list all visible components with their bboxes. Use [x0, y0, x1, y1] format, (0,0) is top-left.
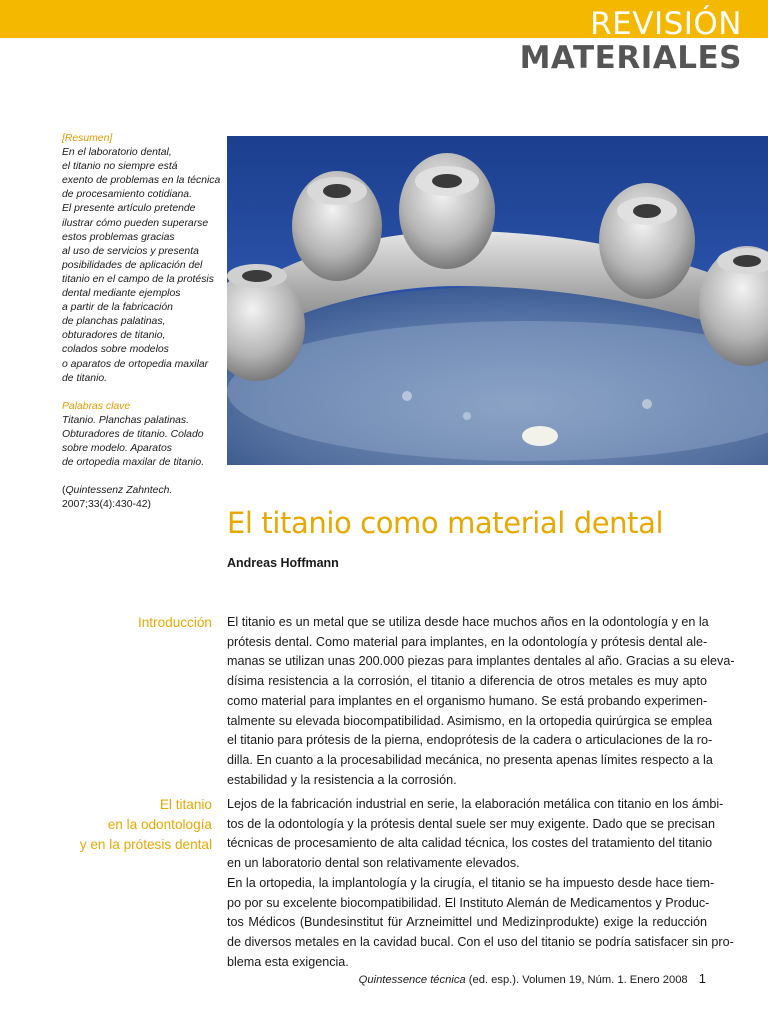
abstract-line: o aparatos de ortopedia maxilar	[62, 358, 209, 370]
citation: (Quintessenz Zahntech.	[62, 485, 173, 497]
abstract-line: obturadores de titanio,	[62, 330, 166, 342]
abstract-line: estos problemas gracias	[62, 231, 175, 243]
abstract-line: colados sobre modelos	[62, 344, 169, 356]
abstract-line: ilustrar cómo pueden superarse	[62, 217, 209, 229]
section-heading-line: y en la prótesis dental	[79, 836, 212, 852]
keywords-line: de ortopedia maxilar de titanio.	[62, 457, 205, 469]
abstract-label: [Resumen]	[62, 133, 113, 144]
article-title: El titanio como material dental	[227, 506, 664, 540]
abstract-line: de procesamiento cotidiana.	[62, 189, 192, 201]
body-line: blema esta exigencia.	[227, 954, 349, 969]
page-footer	[359, 971, 706, 986]
abstract-line: En el laboratorio dental,	[62, 147, 172, 159]
keywords-line: Obturadores de titanio. Colado	[62, 428, 204, 440]
page-number: 1	[698, 971, 706, 986]
body-line: el titanio para prótesis de la pierna, endoprótesis de la cadera o articulaciones de la ro-	[227, 733, 713, 748]
footer-issue: (ed. esp.). Volumen 19, Núm. 1. Enero 2008	[468, 974, 688, 986]
body-line: manas se utilizan unas 200.000 piezas para implantes dentales al año. Gracias a su eleva-	[227, 654, 735, 669]
abstract-line: a partir de la fabricación	[62, 302, 173, 314]
body-line: en un laboratorio dental son relativamente elevados.	[227, 856, 520, 871]
abstract-text	[62, 146, 227, 386]
section-heading-titanio-odontologia	[80, 795, 212, 854]
citation-ref: 2007;33(4):430-42)	[62, 499, 151, 511]
section-label-revision: REVISIÓN	[590, 6, 742, 42]
article-author: Andreas Hoffmann	[227, 556, 339, 570]
body-line: estabilidad y la resistencia a la corrosión.	[227, 772, 457, 787]
section-body-introduccion	[227, 613, 735, 790]
body-line: El titanio es un metal que se utiliza desde hace muchos años en la odontología y en la	[227, 615, 709, 629]
abstract-sidebar	[62, 132, 227, 512]
body-line: prótesis dental. Como material para implantes, en la odontología y prótesis dental ale-	[227, 634, 708, 649]
body-line: como material para implantes en el organismo humano. Se está probando experimen-	[227, 693, 708, 708]
abstract-line: el titanio no siempre está	[62, 161, 178, 173]
abstract-line: de planchas palatinas,	[62, 316, 166, 328]
body-line: dilla. En cuanto a la procesabilidad mecánica, no presenta apenas límites respecto a la	[227, 752, 713, 767]
body-line: Lejos de la fabricación industrial en serie, la elaboración metálica con titanio en los ámbi-	[227, 797, 724, 811]
body-line: po por su excelente biocompatibilidad. El Instituto Alemán de Medicamentos y Produc-	[227, 895, 710, 910]
section-heading-introduccion	[138, 613, 212, 633]
titanium-framework-photo	[227, 136, 768, 465]
section-heading-line: El titanio	[159, 797, 212, 812]
section-heading-line: en la odontología	[107, 816, 212, 832]
body-line: dísima resistencia a la corrosión, el titanio a diferencia de otros metales es muy apto	[227, 674, 707, 689]
section-heading-line: Introducción	[137, 615, 212, 630]
footer-journal: Quintessence técnica	[358, 974, 466, 986]
abstract-line: al uso de servicios y presenta	[62, 245, 199, 257]
body-line: tos Médicos (Bundesinstitut für Arzneimittel und Medizinprodukte) exige la reducción	[227, 915, 707, 930]
keywords-label: Palabras clave	[62, 400, 131, 412]
abstract-line: de titanio.	[62, 372, 108, 384]
keywords-text	[62, 414, 227, 470]
keywords-line: Titanio. Planchas palatinas.	[62, 414, 189, 426]
abstract-line: dental mediante ejemplos	[62, 288, 181, 300]
body-line: tos de la odontología y la prótesis dental suele ser muy exigente. Dado que se precisan	[227, 816, 715, 831]
abstract-line: posibilidades de aplicación del	[62, 259, 203, 271]
citation-journal: Quintessenz Zahntech.	[65, 485, 173, 497]
body-line: En la ortopedia, la implantología y la cirugía, el titanio se ha impuesto desde hace tiem-	[227, 875, 715, 890]
body-line: de diversos metales en la cavidad bucal. Con el uso del titanio se podría satisfacer sin pro-	[227, 934, 734, 949]
abstract-line: exento de problemas en la técnica	[62, 175, 221, 187]
section-body-titanio-odontologia	[227, 795, 734, 972]
abstract-line: El presente artículo pretende	[62, 203, 196, 215]
body-line: talmente su elevada biocompatibilidad. Asimismo, en la ortopedia quirúrgica se emplea	[227, 713, 713, 728]
abstract-line: titanio en el campo de la protésis	[62, 273, 214, 285]
body-line: técnicas de procesamiento de alta calidad técnica, los costes del tratamiento del titanio	[227, 836, 713, 851]
section-label-materiales: MATERIALES	[519, 40, 742, 76]
keywords-line: sobre modelo. Aparatos	[62, 442, 172, 454]
